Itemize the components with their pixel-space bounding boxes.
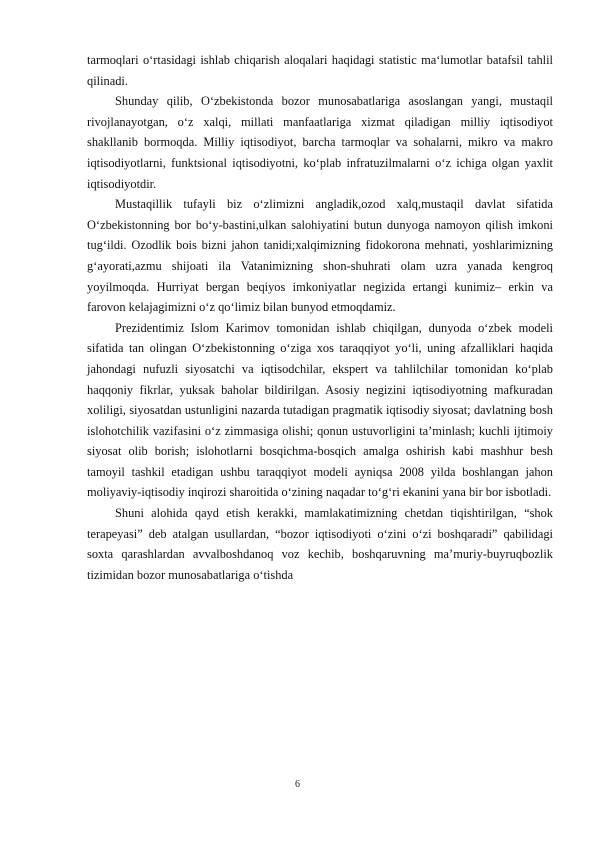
page-number: 6: [295, 779, 300, 790]
body-text: [87, 50, 553, 585]
paragraph-3: Mustaqillik tufayli biz o‘zlimizni angladik,ozod xalq,mustaqil davlat sifatida O‘zbekistonning bor bo‘y-bastini,ulkan salohiyatini butun dunyoga namoyon qilish imkoni tug‘ildi. Ozodlik bois bizni jahon tanidi;xalqimizning fidokorona mehnati, yoshlarimizning g‘ayorati,azmu shijoati ila Vatanimizning shon-shuhrati olam uzra yanada kengroq yoyilmoqda. Hurriyat bergan beqiyos imkoniyatlar negizida ertangi kunimiz– erkin va farovon kelajagimizni o‘z qo‘limiz bilan bunyod etmoqdamiz.: [87, 197, 553, 315]
paragraph-5: Shuni alohida qayd etish kerakki, mamlakatimizning chetdan tiqishtirilgan, “shok terapeyasi” deb atalgan usullardan, “bozor iqtisodiyoti o‘zini o‘zi boshqaradi” qabilidagi soxta qarashlardan avvalboshdanoq voz kechib, boshqaruvning ma’muriy-buyruqbozlik tizimidan bozor munosabatlariga o‘tishda: [87, 506, 553, 582]
paragraph-1: tarmoqlari o‘rtasidagi ishlab chiqarish aloqalari haqidagi statistic ma‘lumotlar batafsil tahlil qilinadi.: [87, 53, 553, 88]
paragraph-4: Prezidentimiz Islom Karimov tomonidan ishlab chiqilgan, dunyoda o‘zbek modeli sifatida tan olingan O‘zbekistonning o‘ziga xos taraqqiyot yo‘li, uning afzalliklari haqida jahondagi nufuzli siyosatchi va iqtisodchilar, ekspert va tahlilchilar tomonidan ko‘plab haqqoniy fikrlar, yuksak baholar bildirilgan. Asosiy negizini iqtisodiyotning mafkuradan xoliligi, siyosatdan ustunligini nazarda tutadigan pragmatik iqtisodiy siyosat; davlatning bosh islohotchilik vazifasini o‘z zimmasiga olishi; qonun ustuvorligini ta’minlash; kuchli ijtimoiy siyosat olib borish; islohotlarni bosqichma-bosqich amalga oshirish kabi mashhur besh tamoyil tashkil etadigan ushbu taraqqiyot modeli ayniqsa 2008 yilda boshlangan jahon moliyaviy-iqtisodiy inqirozi sharoitida o‘zining naqadar to‘g‘ri ekanini yana bir bor isbotladi.: [87, 320, 553, 500]
paragraph-2: Shunday qilib, O‘zbekistonda bozor munosabatlariga asoslangan yangi, mustaqil rivojlanayotgan, o‘z xalqi, millati manfaatlariga xizmat qiladigan milliy iqtisodiyot shakllanib bormoqda. Milliy iqtisodiyot, barcha tarmoqlar va sohalarni, mikro va makro iqtisodiyotlarni, funktsional iqtisodiyotni, ko‘plab infratuzilmalarni o‘z ichiga olgan yaxlit iqtisodiyotdir.: [87, 94, 553, 191]
